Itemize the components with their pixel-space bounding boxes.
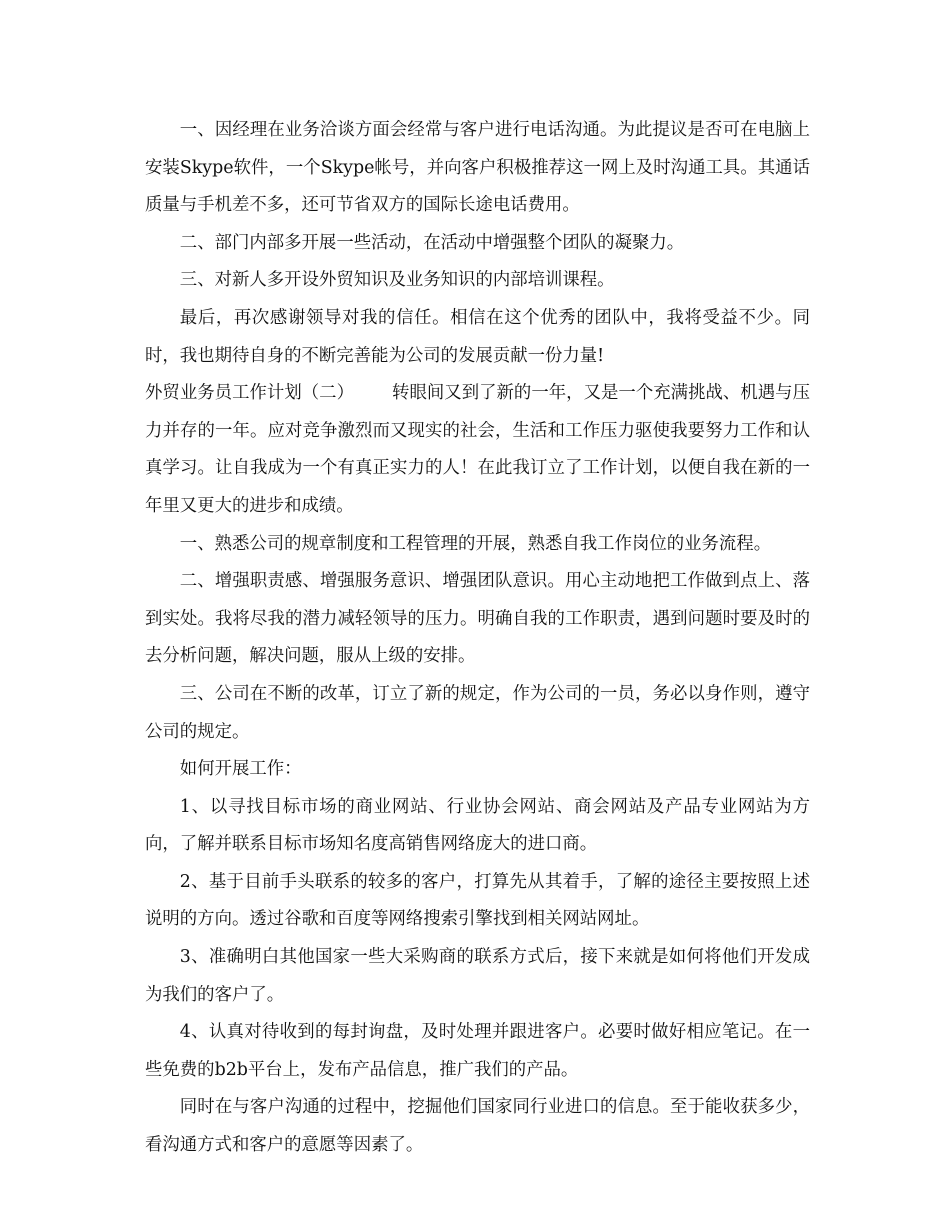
paragraph-4: 最后，再次感谢领导对我的信任。相信在这个优秀的团队中，我将受益不少。同时，我也期待自身的不断完善能为公司的发展贡献一份力量! [145, 307, 810, 366]
paragraph-9: 1、以寻找目标市场的商业网站、行业协会网站、商会网站及产品专业网站为方向，了解并联系目标市场知名度高销售网络庞大的进口商。 [145, 796, 810, 855]
document-body [145, 112, 810, 1165]
paragraph-6: 二、增强职责感、增强服务意识、增强团队意识。用心主动地把工作做到点上、落到实处。我将尽我的潜力减轻领导的压力。明确自我的工作职责，遇到问题时要及时的去分析问题，解决问题，服从上级的安排。 [145, 571, 810, 667]
paragraph-13: 同时在与客户沟通的过程中，挖掘他们国家同行业进口的信息。至于能收获多少，看沟通方式和客户的意愿等因素了。 [145, 1097, 810, 1156]
paragraph-2: 二、部门内部多开展一些活动，在活动中增强整个团队的凝聚力。 [179, 232, 685, 253]
paragraph-1: 一、因经理在业务洽谈方面会经常与客户进行电话沟通。为此提议是否可在电脑上安装Skype软件，一个Skype帐号，并向客户积极推荐这一网上及时沟通工具。其通话质量与手机差不多，还可节省双方的国际长途电话费用。 [145, 120, 810, 216]
paragraph-11: 3、准确明白其他国家一些大采购商的联系方式后，接下来就是如何将他们开发成为我们的客户了。 [145, 947, 810, 1005]
paragraph-10: 2、基于目前手头联系的较多的客户，打算先从其着手，了解的途径主要按照上述说明的方向。透过谷歌和百度等网络搜索引擎找到相关网站网址。 [145, 871, 810, 930]
paragraph-5: 一、熟悉公司的规章制度和工程管理的开展，熟悉自我工作岗位的业务流程。 [179, 533, 772, 554]
paragraph-12: 4、认真对待收到的每封询盘，及时处理并跟进客户。必要时做好相应笔记。在一些免费的b2b平台上，发布产品信息，推广我们的产品。 [145, 1022, 810, 1080]
paragraph-8: 如何开展工作： [179, 759, 302, 780]
section-lead: 转眼间又到了新的一年，又是一个充满挑战、机遇与压力并存的一年。应对竞争激烈而又现实的社会，生活和工作压力驱使我要努力工作和认真学习。让自我成为一个有真正实力的人！在此我订立了工作计划，以便自我在新的一年里又更大的进步和成绩。 [145, 383, 810, 516]
paragraph-3: 三、对新人多开设外贸知识及业务知识的内部培训课程。 [179, 270, 615, 291]
paragraph-7: 三、公司在不断的改革，订立了新的规定，作为公司的一员，务必以身作则，遵守公司的规定。 [145, 683, 810, 742]
section-title: 外贸业务员工作计划（二） [145, 383, 354, 404]
section-paragraph [145, 375, 810, 525]
